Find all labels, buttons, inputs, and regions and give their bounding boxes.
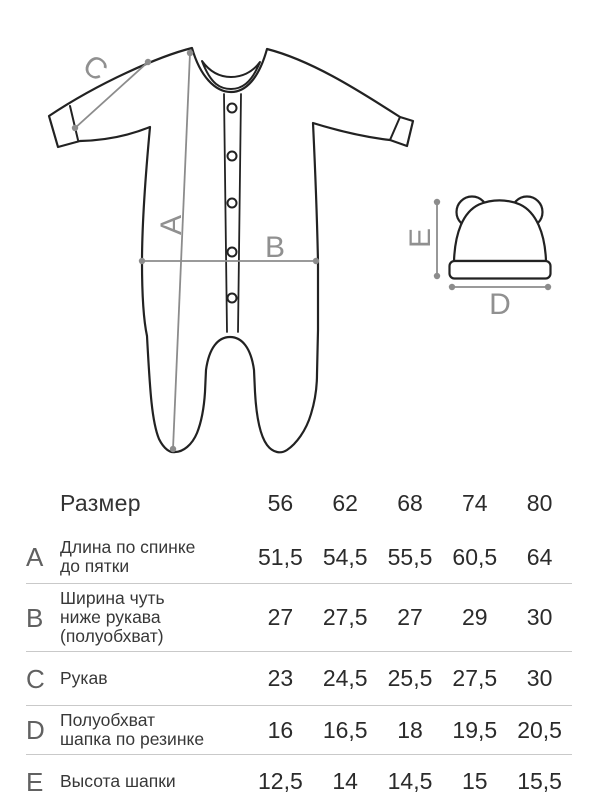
size-table <box>0 482 600 800</box>
row-letter: B <box>26 602 44 633</box>
cell-value: 20,5 <box>517 716 562 743</box>
cell-value: 15,5 <box>517 768 562 794</box>
size-column-74: 74 <box>461 490 488 516</box>
cell-value: 18 <box>397 716 423 743</box>
measure-label-b: B <box>264 231 286 264</box>
cell-value: 54,5 <box>322 543 368 570</box>
cell-value: 16,5 <box>322 716 368 743</box>
cell-value: 24,5 <box>322 665 368 691</box>
cell-value: 30 <box>526 604 553 630</box>
measure-label-d: D <box>489 288 511 321</box>
cell-value: 30 <box>526 665 553 691</box>
row-label-line: до пятки <box>60 556 130 576</box>
cell-value: 25,5 <box>387 665 433 691</box>
row-label-line: Полуобхват <box>60 710 156 730</box>
cell-value: 12,5 <box>258 768 303 794</box>
hat-brim <box>450 261 551 279</box>
size-column-56: 56 <box>267 490 294 516</box>
cell-value: 60,5 <box>452 543 498 570</box>
snap-button <box>228 199 237 208</box>
measure-label-a: A <box>155 214 188 236</box>
row-letter: C <box>26 663 45 694</box>
cell-value: 14,5 <box>387 768 433 794</box>
row-label-line: ниже рукава <box>60 607 161 627</box>
table-row-a <box>26 531 572 584</box>
cell-value: 23 <box>267 665 294 691</box>
hat-drawing <box>450 197 551 279</box>
row-label-line: Рукав <box>60 668 108 688</box>
table-header-row <box>26 482 572 531</box>
row-letter: E <box>26 766 44 797</box>
cell-value: 15 <box>461 768 488 794</box>
cell-value: 27,5 <box>452 665 498 691</box>
size-column-80: 80 <box>526 490 553 516</box>
row-label-line: (полуобхват) <box>60 626 164 646</box>
snap-button <box>228 294 237 303</box>
cell-value: 55,5 <box>387 543 433 570</box>
row-letter: D <box>26 715 45 745</box>
row-label-line: Длина по спинке <box>60 537 196 557</box>
row-label <box>60 711 248 749</box>
row-label <box>60 538 248 576</box>
cell-value: 51,5 <box>258 543 303 570</box>
row-label <box>60 589 248 646</box>
onesie-drawing <box>49 48 413 452</box>
cell-value: 14 <box>332 768 358 794</box>
snap-button <box>228 248 237 257</box>
size-column-68: 68 <box>397 490 423 516</box>
cell-value: 19,5 <box>452 716 498 743</box>
table-row-d <box>26 706 572 755</box>
row-label <box>60 772 248 791</box>
cell-value: 27 <box>397 604 423 630</box>
measure-label-e: E <box>404 227 437 249</box>
row-label-line: Ширина чуть <box>60 588 165 608</box>
cell-value: 16 <box>267 716 294 743</box>
size-column-62: 62 <box>332 490 358 516</box>
row-label-line: Высота шапки <box>60 771 176 791</box>
row-label-line: шапка по резинке <box>60 729 205 749</box>
cell-value: 64 <box>526 543 553 570</box>
table-row-b <box>26 584 572 652</box>
size-header-label: Размер <box>60 490 141 516</box>
row-letter: A <box>26 542 44 572</box>
snap-button <box>228 152 237 161</box>
table-row-e <box>26 755 572 800</box>
cell-value: 29 <box>461 604 488 630</box>
snap-button <box>228 104 237 113</box>
cell-value: 27 <box>267 604 294 630</box>
table-row-c <box>26 652 572 706</box>
measure-label-c: C <box>76 48 114 88</box>
row-label <box>60 669 248 688</box>
cell-value: 27,5 <box>322 604 368 630</box>
